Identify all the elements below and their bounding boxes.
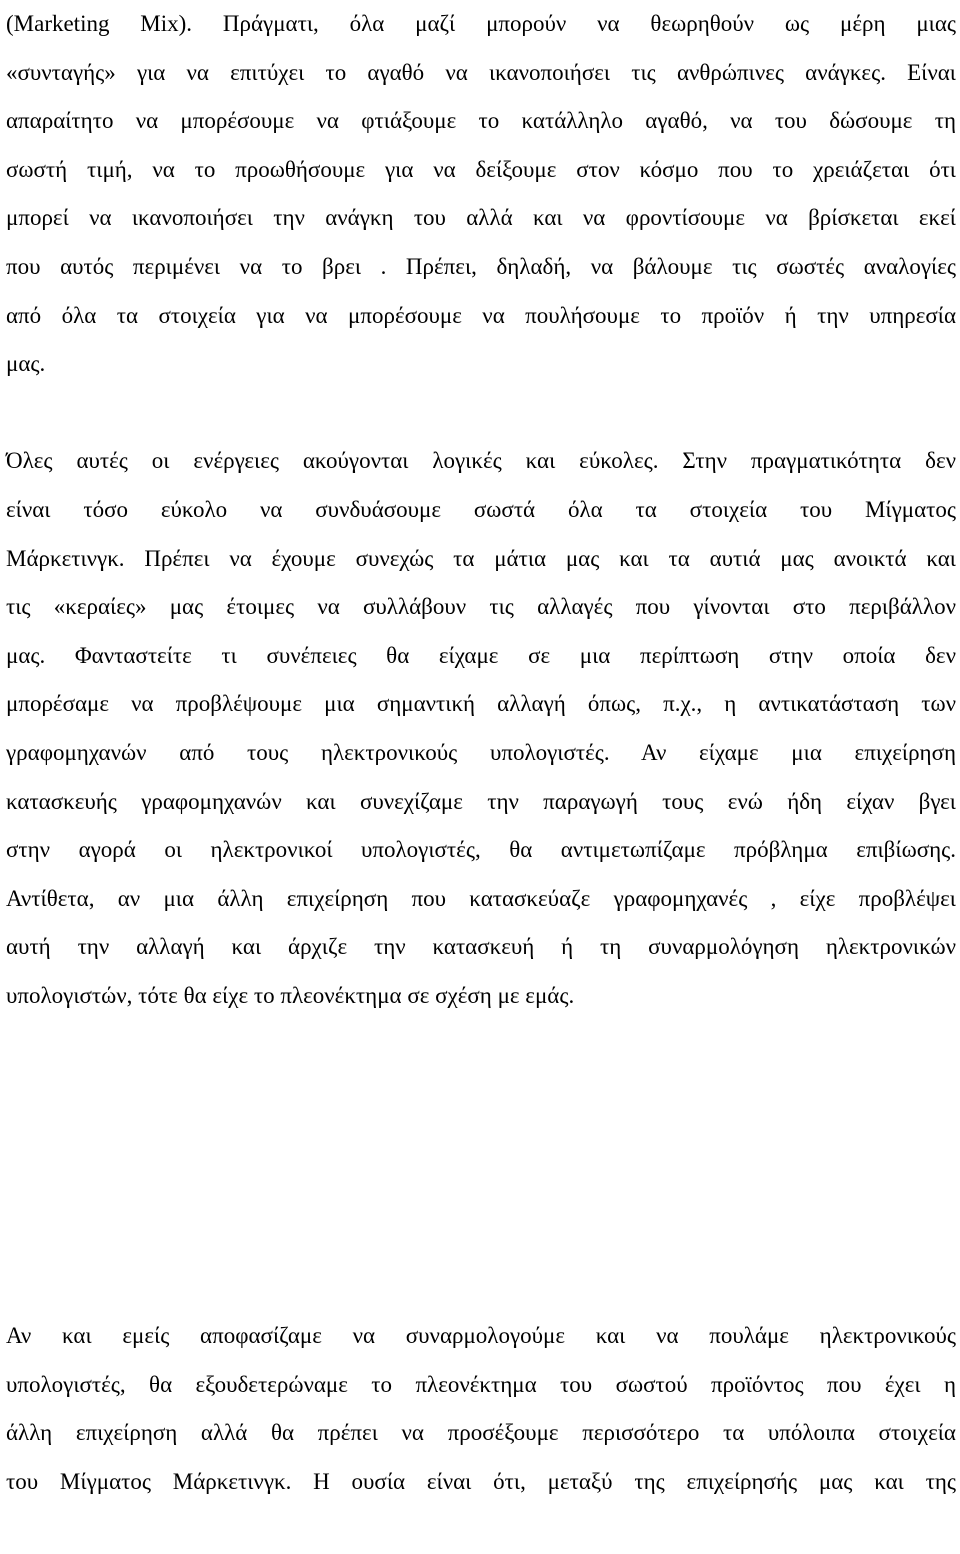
text-line: μπορέσαμε να προβλέψουμε μια σημαντική αλλαγή όπως, π.χ., η αντικατάσταση των <box>6 691 956 717</box>
text-line: αυτή την αλλαγή και άρχιζε την κατασκευή ή τη συναρμολόγηση ηλεκτρονικών <box>6 934 956 960</box>
paragraph-spacer <box>6 1020 956 1312</box>
text-line: Μάρκετινγκ. Πρέπει να έχουμε συνεχώς τα μάτια μας και τα αυτιά μας ανοικτά και <box>6 545 956 571</box>
paragraph-competitive-advantage <box>6 1312 956 1506</box>
text-line: «συνταγής» για να επιτύχει το αγαθό να ικανοποιήσει τις ανθρώπινες ανάγκες. Είναι <box>6 59 956 85</box>
text-line: άλλη επιχείρηση αλλά θα πρέπει να προσέξουμε περισσότερο τα υπόλοιπα στοιχεία <box>6 1420 956 1446</box>
text-line: Αν και εμείς αποφασίζαμε να συναρμολογούμε και να πουλάμε ηλεκτρονικούς <box>6 1323 956 1349</box>
paragraph-spacer <box>6 389 956 438</box>
text-line: υπολογιστές, θα εξουδετερώναμε το πλεονέκτημα του σωστού προϊόντος που έχει η <box>6 1371 956 1397</box>
text-line: του Μίγματος Μάρκετινγκ. Η ουσία είναι ότι, μεταξύ της επιχείρησής μας και της <box>6 1468 956 1494</box>
text-line: κατασκευής γραφομηχανών και συνεχίζαμε την παραγωγή τους ενώ ήδη είχαν βγει <box>6 788 956 814</box>
text-line: υπολογιστών, τότε θα είχε το πλεονέκτημα σε σχέση με εμάς. <box>6 982 575 1008</box>
text-line: Όλες αυτές οι ενέργειες ακούγονται λογικές και εύκολες. Στην πραγματικότητα δεν <box>6 448 956 474</box>
paragraph-environment-changes <box>6 437 956 1020</box>
text-line: μας. Φανταστείτε τι συνέπειες θα είχαμε σε μια περίπτωση στην οποία δεν <box>6 642 956 668</box>
text-line: απαραίτητο να μπορέσουμε να φτιάξουμε το κατάλληλο αγαθό, να του δώσουμε τη <box>6 108 956 134</box>
text-line: Αντίθετα, αν μια άλλη επιχείρηση που κατασκεύαζε γραφομηχανές , είχε προβλέψει <box>6 885 956 911</box>
text-line: μας. <box>6 351 46 377</box>
text-line: από όλα τα στοιχεία για να μπορέσουμε να πουλήσουμε το προϊόν ή την υπηρεσία <box>6 302 956 328</box>
text-line: που αυτός περιμένει να το βρει . Πρέπει, δηλαδή, να βάλουμε τις σωστές αναλογίες <box>6 253 956 279</box>
document-page <box>6 0 956 1506</box>
text-line: στην αγορά οι ηλεκτρονικοί υπολογιστές, θα αντιμετωπίζαμε πρόβλημα επιβίωσης. <box>6 837 956 863</box>
text-line: γραφομηχανών από τους ηλεκτρονικούς υπολογιστές. Αν είχαμε μια επιχείρηση <box>6 739 956 765</box>
text-line: μπορεί να ικανοποιήσει την ανάγκη του αλλά και να φροντίσουμε να βρίσκεται εκεί <box>6 205 956 231</box>
paragraph-marketing-mix-recipe <box>6 0 956 389</box>
text-line: τις «κεραίες» μας έτοιμες να συλλάβουν τις αλλαγές που γίνονται στο περιβάλλον <box>6 594 956 620</box>
text-line: σωστή τιμή, να το προωθήσουμε για να δείξουμε στον κόσμο που το χρειάζεται ότι <box>6 156 956 182</box>
text-line: (Marketing Mix). Πράγματι, όλα μαζί μπορούν να θεωρηθούν ως μέρη μιας <box>6 11 956 36</box>
text-line: είναι τόσο εύκολο να συνδυάσουμε σωστά όλα τα στοιχεία του Μίγματος <box>6 496 956 522</box>
